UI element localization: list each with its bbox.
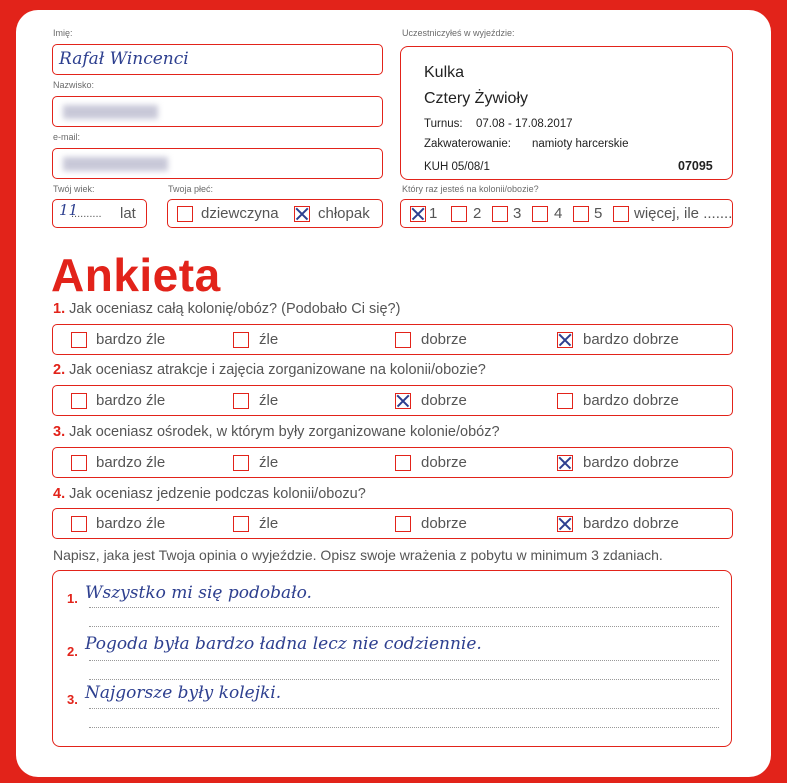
times-2-label: 2	[473, 205, 482, 222]
opinion-line-2-number: 2.	[67, 644, 78, 659]
q1-bad-checkbox[interactable]	[233, 332, 249, 348]
question-1-number: 1.	[53, 301, 66, 317]
q4-very-good-label: bardzo dobrze	[583, 515, 679, 532]
times-1-checkbox[interactable]	[410, 206, 426, 222]
gender-label: Twoja płeć:	[168, 184, 214, 194]
times-5-label: 5	[594, 205, 603, 222]
times-more-checkbox[interactable]	[613, 206, 629, 222]
opinion-line-2: Pogoda była bardzo ładna lecz nie codziennie.	[85, 634, 482, 654]
opinion-line-1: Wszystko mi się podobało.	[85, 583, 312, 603]
opinion-line-1-number: 1.	[67, 591, 78, 606]
opinion-line-3-number: 3.	[67, 692, 78, 707]
gender-girl-checkbox[interactable]	[177, 206, 193, 222]
q1-bad-label: źle	[259, 331, 279, 348]
question-1-options	[52, 324, 733, 355]
q4-very-bad-label: bardzo źle	[96, 515, 166, 532]
q3-bad-label: źle	[259, 454, 279, 471]
email-label: e-mail:	[53, 132, 81, 142]
q1-good-checkbox[interactable]	[395, 332, 411, 348]
camp-code: KUH 05/08/1	[424, 161, 490, 173]
q2-very-bad-checkbox[interactable]	[71, 393, 87, 409]
redacted-last-name	[63, 105, 158, 119]
times-4-label: 4	[554, 205, 563, 222]
question-2-options	[52, 385, 733, 416]
redacted-email	[63, 157, 168, 171]
age-value: 11	[59, 201, 79, 219]
gender-field	[167, 199, 383, 228]
q2-bad-checkbox[interactable]	[233, 393, 249, 409]
q1-very-bad-label: bardzo źle	[96, 331, 166, 348]
question-3-number: 3.	[53, 424, 66, 440]
age-label: Twój wiek:	[53, 184, 95, 194]
turnus-value: 07.08 - 17.08.2017	[476, 118, 573, 130]
times-5-checkbox[interactable]	[573, 206, 589, 222]
q4-good-checkbox[interactable]	[395, 516, 411, 532]
ruled-line	[89, 660, 719, 661]
camp-number: 07095	[678, 159, 713, 173]
ruled-line	[89, 626, 719, 627]
camp-name-2: Cztery Żywioły	[424, 90, 529, 107]
q2-good-checkbox[interactable]	[395, 393, 411, 409]
question-1-text: Jak oceniasz całą kolonię/obóz? (Podobało Ci się?)	[69, 301, 401, 317]
first-name-value: Rafał Wincenci	[59, 49, 189, 69]
last-name-label: Nazwisko:	[53, 80, 95, 90]
q1-good-label: dobrze	[421, 331, 467, 348]
accommodation-label: Zakwaterowanie:	[424, 138, 511, 150]
q4-very-bad-checkbox[interactable]	[71, 516, 87, 532]
times-4-checkbox[interactable]	[532, 206, 548, 222]
gender-boy-checkbox[interactable]	[294, 206, 310, 222]
question-2-number: 2.	[53, 362, 66, 378]
survey-title: Ankieta	[51, 249, 221, 301]
first-name-label: Imię:	[53, 28, 73, 38]
opinion-area[interactable]	[52, 570, 732, 747]
question-3-options	[52, 447, 733, 478]
first-name-field[interactable]	[52, 44, 383, 75]
turnus-label: Turnus:	[424, 118, 463, 130]
opinion-line-3: Najgorsze były kolejki.	[85, 683, 282, 703]
age-field[interactable]	[52, 199, 147, 228]
ruled-line	[89, 607, 719, 608]
q2-good-label: dobrze	[421, 392, 467, 409]
question-2-text: Jak oceniasz atrakcje i zajęcia zorganizowane na kolonii/obozie?	[69, 362, 486, 378]
question-2	[53, 362, 486, 378]
question-4-options	[52, 508, 733, 539]
participated-label: Uczestniczyłeś w wyjeździe:	[402, 28, 515, 38]
times-2-checkbox[interactable]	[451, 206, 467, 222]
ruled-line	[89, 727, 719, 728]
times-more-label: więcej, ile .......	[634, 205, 733, 222]
q4-good-label: dobrze	[421, 515, 467, 532]
gender-boy-label: chłopak	[318, 205, 370, 222]
q3-very-good-checkbox[interactable]	[557, 455, 573, 471]
q1-very-good-label: bardzo dobrze	[583, 331, 679, 348]
survey-sheet	[16, 10, 771, 777]
q2-bad-label: źle	[259, 392, 279, 409]
q3-good-checkbox[interactable]	[395, 455, 411, 471]
q3-bad-checkbox[interactable]	[233, 455, 249, 471]
camp-info-box	[400, 46, 733, 180]
q4-bad-label: źle	[259, 515, 279, 532]
times-3-checkbox[interactable]	[492, 206, 508, 222]
q2-very-good-checkbox[interactable]	[557, 393, 573, 409]
ruled-line	[89, 679, 719, 680]
times-1-label: 1	[429, 205, 438, 222]
email-field[interactable]	[52, 148, 383, 179]
question-4	[53, 486, 366, 502]
question-4-text: Jak oceniasz jedzenie podczas kolonii/obozu?	[69, 486, 366, 502]
q3-good-label: dobrze	[421, 454, 467, 471]
q4-bad-checkbox[interactable]	[233, 516, 249, 532]
times-label: Który raz jesteś na kolonii/obozie?	[402, 184, 539, 194]
q1-very-good-checkbox[interactable]	[557, 332, 573, 348]
q3-very-bad-label: bardzo źle	[96, 454, 166, 471]
q3-very-bad-checkbox[interactable]	[71, 455, 87, 471]
question-1	[53, 301, 400, 317]
times-field	[400, 199, 733, 228]
question-3	[53, 424, 500, 440]
q4-very-good-checkbox[interactable]	[557, 516, 573, 532]
question-4-number: 4.	[53, 486, 66, 502]
age-dots: ..........	[71, 208, 102, 220]
q1-very-bad-checkbox[interactable]	[71, 332, 87, 348]
q3-very-good-label: bardzo dobrze	[583, 454, 679, 471]
question-3-text: Jak oceniasz ośrodek, w którym były zorganizowane kolonie/obóz?	[69, 424, 500, 440]
age-unit: lat	[120, 205, 136, 222]
gender-girl-label: dziewczyna	[201, 205, 279, 222]
accommodation-value: namioty harcerskie	[532, 138, 629, 150]
q2-very-bad-label: bardzo źle	[96, 392, 166, 409]
opinion-prompt: Napisz, jaka jest Twoja opinia o wyjeździe. Opisz swoje wrażenia z pobytu w minimum 3 zdaniach.	[53, 547, 663, 563]
last-name-field[interactable]	[52, 96, 383, 127]
camp-name-1: Kulka	[424, 64, 465, 81]
times-3-label: 3	[513, 205, 522, 222]
ruled-line	[89, 708, 719, 709]
q2-very-good-label: bardzo dobrze	[583, 392, 679, 409]
